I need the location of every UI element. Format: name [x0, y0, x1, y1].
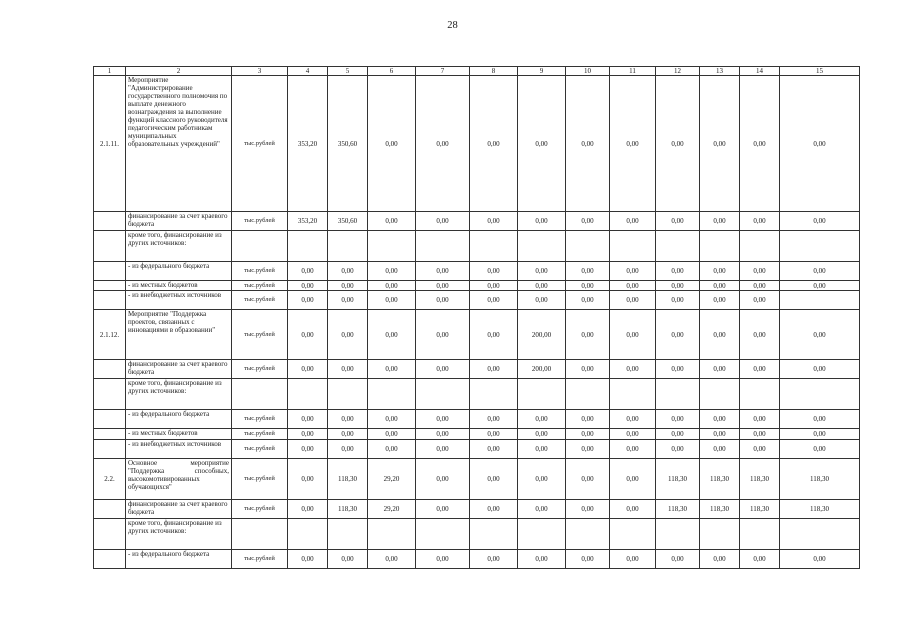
row-unit: тыс.рублей [232, 550, 288, 569]
value-cell: 0,00 [566, 459, 610, 500]
value-cell: 0,00 [740, 550, 780, 569]
value-cell: 0,00 [656, 262, 700, 281]
row-description: - из федерального бюджета [126, 410, 232, 429]
value-cell: 0,00 [416, 410, 470, 429]
value-cell [470, 231, 518, 262]
row-unit: тыс.рублей [232, 429, 288, 440]
value-cell: 0,00 [416, 310, 470, 360]
value-cell: 0,00 [780, 550, 860, 569]
value-cell: 0,00 [416, 429, 470, 440]
row-code [94, 550, 126, 569]
row-unit: тыс.рублей [232, 291, 288, 310]
value-cell: 0,00 [740, 440, 780, 459]
value-cell: 0,00 [700, 291, 740, 310]
value-cell: 0,00 [416, 281, 470, 291]
row-description: - из местных бюджетов [126, 429, 232, 440]
value-cell: 0,00 [416, 360, 470, 379]
header-cell: 8 [470, 67, 518, 76]
value-cell: 0,00 [518, 550, 566, 569]
value-cell: 0,00 [700, 262, 740, 281]
value-cell: 0,00 [328, 310, 368, 360]
value-cell: 0,00 [470, 291, 518, 310]
value-cell: 118,30 [328, 500, 368, 519]
table-row [94, 291, 860, 310]
value-cell: 0,00 [566, 76, 610, 212]
value-cell: 0,00 [780, 429, 860, 440]
table-row [94, 281, 860, 291]
value-cell: 0,00 [656, 310, 700, 360]
value-cell: 0,00 [518, 262, 566, 281]
value-cell: 0,00 [566, 410, 610, 429]
value-cell: 0,00 [740, 291, 780, 310]
value-cell: 0,00 [470, 410, 518, 429]
value-cell: 0,00 [700, 410, 740, 429]
row-code [94, 231, 126, 262]
header-cell: 1 [94, 67, 126, 76]
value-cell [328, 231, 368, 262]
row-code [94, 440, 126, 459]
value-cell: 0,00 [740, 262, 780, 281]
value-cell: 0,00 [328, 360, 368, 379]
row-description: кроме того, финансирование из других источников: [126, 231, 232, 262]
row-unit: тыс.рублей [232, 262, 288, 281]
value-cell: 0,00 [656, 291, 700, 310]
value-cell: 200,00 [518, 310, 566, 360]
header-cell: 9 [518, 67, 566, 76]
value-cell [566, 379, 610, 410]
value-cell [288, 379, 328, 410]
value-cell: 0,00 [288, 459, 328, 500]
value-cell: 0,00 [780, 76, 860, 212]
row-code [94, 500, 126, 519]
value-cell: 0,00 [518, 459, 566, 500]
value-cell: 0,00 [780, 281, 860, 291]
header-cell: 7 [416, 67, 470, 76]
value-cell [288, 519, 328, 550]
value-cell: 0,00 [610, 262, 656, 281]
header-cell: 12 [656, 67, 700, 76]
value-cell: 0,00 [368, 550, 416, 569]
row-code [94, 291, 126, 310]
value-cell: 0,00 [288, 360, 328, 379]
value-cell: 0,00 [740, 76, 780, 212]
value-cell [518, 379, 566, 410]
value-cell: 0,00 [368, 429, 416, 440]
value-cell: 0,00 [470, 76, 518, 212]
row-unit: тыс.рублей [232, 76, 288, 212]
value-cell: 0,00 [328, 291, 368, 310]
value-cell [518, 519, 566, 550]
value-cell: 0,00 [518, 212, 566, 231]
value-cell: 0,00 [518, 440, 566, 459]
value-cell: 0,00 [700, 429, 740, 440]
table-row [94, 500, 860, 519]
value-cell: 0,00 [566, 262, 610, 281]
row-description: кроме того, финансирование из других источников: [126, 379, 232, 410]
value-cell: 0,00 [656, 76, 700, 212]
row-code [94, 410, 126, 429]
value-cell: 0,00 [566, 281, 610, 291]
value-cell: 0,00 [470, 262, 518, 281]
value-cell [328, 379, 368, 410]
value-cell [740, 519, 780, 550]
value-cell [700, 379, 740, 410]
value-cell: 353,20 [288, 76, 328, 212]
value-cell: 0,00 [656, 429, 700, 440]
row-unit: тыс.рублей [232, 310, 288, 360]
value-cell: 0,00 [518, 429, 566, 440]
value-cell: 0,00 [610, 550, 656, 569]
value-cell: 0,00 [700, 550, 740, 569]
row-description: финансирование за счет краевого бюджета [126, 500, 232, 519]
value-cell [368, 519, 416, 550]
value-cell: 0,00 [470, 281, 518, 291]
value-cell: 0,00 [288, 291, 328, 310]
row-description: финансирование за счет краевого бюджета [126, 212, 232, 231]
value-cell: 0,00 [288, 281, 328, 291]
value-cell [470, 379, 518, 410]
value-cell: 0,00 [416, 500, 470, 519]
value-cell: 0,00 [740, 310, 780, 360]
row-code: 2.1.12. [94, 310, 126, 360]
value-cell [780, 231, 860, 262]
value-cell: 0,00 [566, 291, 610, 310]
value-cell: 0,00 [328, 429, 368, 440]
value-cell: 0,00 [780, 310, 860, 360]
row-unit [232, 519, 288, 550]
value-cell [416, 379, 470, 410]
row-unit: тыс.рублей [232, 410, 288, 429]
value-cell: 0,00 [740, 429, 780, 440]
value-cell: 0,00 [740, 212, 780, 231]
value-cell [656, 519, 700, 550]
row-code [94, 212, 126, 231]
value-cell: 0,00 [470, 500, 518, 519]
row-unit [232, 379, 288, 410]
value-cell: 0,00 [610, 459, 656, 500]
value-cell: 0,00 [288, 550, 328, 569]
value-cell [368, 379, 416, 410]
value-cell [780, 519, 860, 550]
value-cell: 0,00 [328, 410, 368, 429]
value-cell: 0,00 [566, 550, 610, 569]
value-cell: 350,60 [328, 76, 368, 212]
value-cell: 0,00 [368, 262, 416, 281]
value-cell [470, 519, 518, 550]
value-cell [700, 519, 740, 550]
value-cell: 0,00 [416, 262, 470, 281]
header-row [94, 67, 860, 76]
row-description: - из федерального бюджета [126, 262, 232, 281]
value-cell: 0,00 [566, 212, 610, 231]
row-description: Основное мероприятие "Поддержка способных, высокомотивированных обучающихся" [126, 459, 232, 500]
row-unit: тыс.рублей [232, 440, 288, 459]
row-description: - из местных бюджетов [126, 281, 232, 291]
value-cell: 0,00 [700, 440, 740, 459]
row-code [94, 379, 126, 410]
row-code [94, 429, 126, 440]
value-cell: 0,00 [610, 360, 656, 379]
header-cell: 15 [780, 67, 860, 76]
row-code: 2.2. [94, 459, 126, 500]
value-cell [700, 231, 740, 262]
value-cell [780, 291, 860, 310]
value-cell: 118,30 [740, 500, 780, 519]
row-description: - из внебюджетных источников [126, 440, 232, 459]
page-number: 28 [447, 20, 458, 31]
header-cell: 13 [700, 67, 740, 76]
value-cell: 29,20 [368, 459, 416, 500]
value-cell: 29,20 [368, 500, 416, 519]
row-description: финансирование за счет краевого бюджета [126, 360, 232, 379]
value-cell: 0,00 [288, 440, 328, 459]
row-code [94, 262, 126, 281]
value-cell: 0,00 [328, 550, 368, 569]
value-cell [740, 379, 780, 410]
row-description: Мероприятие "Администрирование государственного полномочия по выплате денежного вознаграждения за выполнение функций классного руководителя педагогическим работникам муниципальных образовательных учреждений" [126, 76, 232, 212]
value-cell: 0,00 [656, 440, 700, 459]
value-cell: 0,00 [368, 212, 416, 231]
value-cell [566, 231, 610, 262]
header-cell: 11 [610, 67, 656, 76]
value-cell: 0,00 [518, 500, 566, 519]
value-cell: 0,00 [700, 310, 740, 360]
row-unit: тыс.рублей [232, 459, 288, 500]
value-cell: 0,00 [416, 212, 470, 231]
value-cell: 0,00 [288, 429, 328, 440]
value-cell: 118,30 [656, 459, 700, 500]
value-cell [610, 231, 656, 262]
header-cell: 6 [368, 67, 416, 76]
value-cell: 118,30 [700, 459, 740, 500]
value-cell: 0,00 [700, 360, 740, 379]
value-cell: 118,30 [328, 459, 368, 500]
value-cell [610, 379, 656, 410]
value-cell [656, 231, 700, 262]
value-cell [566, 519, 610, 550]
value-cell: 0,00 [566, 500, 610, 519]
value-cell [610, 519, 656, 550]
value-cell [656, 379, 700, 410]
value-cell: 0,00 [610, 76, 656, 212]
value-cell: 0,00 [328, 440, 368, 459]
value-cell: 0,00 [368, 360, 416, 379]
value-cell: 0,00 [740, 281, 780, 291]
table-row [94, 519, 860, 550]
table-row [94, 76, 860, 212]
value-cell: 0,00 [610, 310, 656, 360]
value-cell: 0,00 [470, 459, 518, 500]
table-row [94, 231, 860, 262]
header-cell: 2 [126, 67, 232, 76]
row-unit: тыс.рублей [232, 360, 288, 379]
value-cell: 118,30 [740, 459, 780, 500]
value-cell: 0,00 [416, 440, 470, 459]
value-cell [368, 231, 416, 262]
value-cell: 0,00 [740, 410, 780, 429]
row-unit: тыс.рублей [232, 212, 288, 231]
value-cell: 0,00 [610, 429, 656, 440]
value-cell: 0,00 [368, 440, 416, 459]
table-row [94, 410, 860, 429]
value-cell: 0,00 [566, 360, 610, 379]
row-description: Мероприятие "Поддержка проектов, связанных с инновациями в образовании" [126, 310, 232, 360]
value-cell: 0,00 [328, 281, 368, 291]
row-unit: тыс.рублей [232, 500, 288, 519]
header-cell: 4 [288, 67, 328, 76]
value-cell: 0,00 [368, 281, 416, 291]
value-cell: 0,00 [470, 440, 518, 459]
value-cell: 0,00 [470, 212, 518, 231]
row-unit [232, 231, 288, 262]
budget-table [93, 66, 860, 569]
value-cell: 0,00 [610, 440, 656, 459]
value-cell: 0,00 [368, 76, 416, 212]
value-cell: 118,30 [780, 500, 860, 519]
value-cell [288, 231, 328, 262]
value-cell: 0,00 [656, 410, 700, 429]
value-cell: 0,00 [700, 281, 740, 291]
row-code [94, 281, 126, 291]
value-cell: 0,00 [566, 310, 610, 360]
value-cell: 0,00 [518, 410, 566, 429]
value-cell: 0,00 [656, 281, 700, 291]
value-cell: 0,00 [780, 262, 860, 281]
value-cell: 0,00 [328, 262, 368, 281]
value-cell: 0,00 [700, 212, 740, 231]
table-row [94, 550, 860, 569]
value-cell: 0,00 [368, 410, 416, 429]
table-row [94, 310, 860, 360]
value-cell: 0,00 [416, 459, 470, 500]
header-cell: 3 [232, 67, 288, 76]
value-cell [518, 231, 566, 262]
value-cell: 0,00 [416, 550, 470, 569]
value-cell [740, 231, 780, 262]
value-cell: 353,20 [288, 212, 328, 231]
value-cell: 0,00 [740, 360, 780, 379]
value-cell: 118,30 [700, 500, 740, 519]
row-description: кроме того, финансирование из других источников: [126, 519, 232, 550]
value-cell: 0,00 [610, 281, 656, 291]
row-code [94, 519, 126, 550]
value-cell: 0,00 [780, 360, 860, 379]
value-cell: 0,00 [656, 212, 700, 231]
value-cell: 0,00 [288, 410, 328, 429]
value-cell: 0,00 [610, 500, 656, 519]
table-row [94, 429, 860, 440]
value-cell: 0,00 [566, 429, 610, 440]
value-cell: 0,00 [470, 550, 518, 569]
header-cell: 10 [566, 67, 610, 76]
table-row [94, 379, 860, 410]
value-cell: 0,00 [656, 360, 700, 379]
value-cell: 0,00 [518, 76, 566, 212]
value-cell: 0,00 [610, 410, 656, 429]
value-cell: 0,00 [416, 76, 470, 212]
value-cell: 0,00 [368, 291, 416, 310]
value-cell: 0,00 [780, 410, 860, 429]
table-row [94, 262, 860, 281]
value-cell: 0,00 [368, 310, 416, 360]
value-cell: 0,00 [470, 429, 518, 440]
header-cell: 5 [328, 67, 368, 76]
table-row [94, 360, 860, 379]
value-cell: 118,30 [656, 500, 700, 519]
value-cell: 0,00 [470, 360, 518, 379]
value-cell: 200,00 [518, 360, 566, 379]
value-cell [416, 231, 470, 262]
value-cell: 0,00 [470, 310, 518, 360]
value-cell: 0,00 [518, 281, 566, 291]
table-row [94, 212, 860, 231]
table-row [94, 459, 860, 500]
value-cell: 118,30 [780, 459, 860, 500]
row-description: - из федерального бюджета [126, 550, 232, 569]
value-cell: 0,00 [700, 76, 740, 212]
value-cell: 0,00 [610, 212, 656, 231]
row-unit: тыс.рублей [232, 281, 288, 291]
header-cell: 14 [740, 67, 780, 76]
value-cell [328, 519, 368, 550]
value-cell: 0,00 [288, 500, 328, 519]
value-cell [780, 379, 860, 410]
value-cell: 350,60 [328, 212, 368, 231]
value-cell: 0,00 [780, 440, 860, 459]
row-code: 2.1.11. [94, 76, 126, 212]
row-code [94, 360, 126, 379]
row-description: - из внебюджетных источников [126, 291, 232, 310]
value-cell: 0,00 [288, 262, 328, 281]
value-cell: 0,00 [656, 550, 700, 569]
table-row [94, 440, 860, 459]
value-cell: 0,00 [566, 440, 610, 459]
value-cell: 0,00 [416, 291, 470, 310]
value-cell: 0,00 [288, 310, 328, 360]
value-cell [416, 519, 470, 550]
value-cell: 0,00 [610, 291, 656, 310]
value-cell: 0,00 [518, 291, 566, 310]
value-cell: 0,00 [780, 212, 860, 231]
